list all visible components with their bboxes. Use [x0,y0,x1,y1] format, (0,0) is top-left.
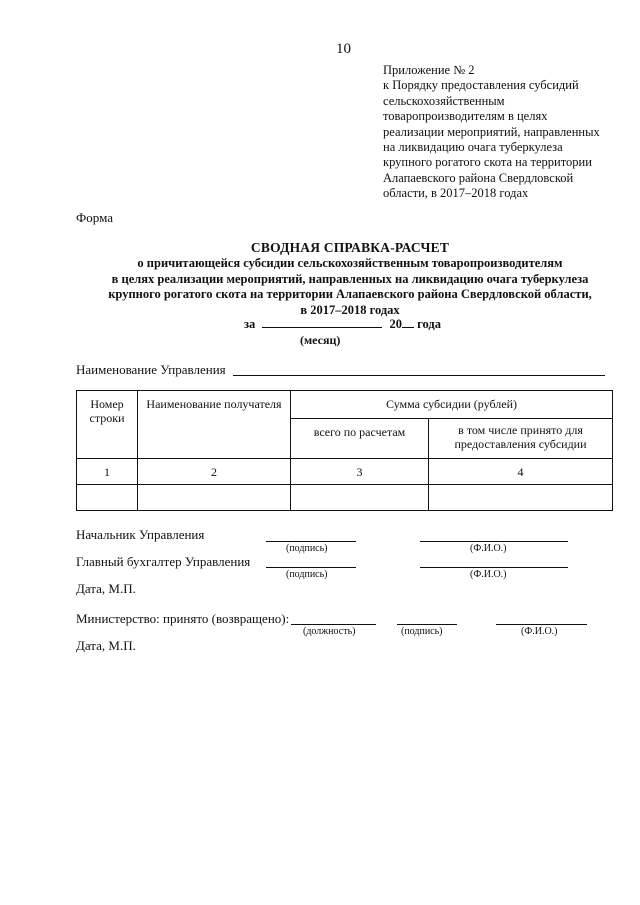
empty-cell[interactable] [138,485,291,511]
year-prefix: 20 [389,317,403,331]
accountant-label: Главный бухгалтер Управления [76,554,251,569]
ministry-position-field[interactable] [291,624,376,625]
head-fio-field[interactable] [420,541,568,542]
subsidy-table [76,390,613,511]
appendix-line: Приложение № 2 [383,63,475,77]
appendix-line: товаропроизводителям в целях [383,109,548,124]
signature-caption: (подпись) [286,569,328,580]
appendix-line: области, в 2017–2018 годах [383,186,529,201]
period-suffix: года [417,317,441,331]
administration-label: Наименование Управления [76,362,226,377]
position-caption: (должность) [303,626,356,637]
fio-caption: (Ф.И.О.) [470,569,507,580]
column-number-cell: 4 [429,459,613,485]
ministry-fio-field[interactable] [496,624,587,625]
document-title [60,240,640,318]
column-number-cell: 3 [291,459,429,485]
signature-caption: (подпись) [286,543,328,554]
date-stamp: Дата, М.П. [76,581,136,596]
appendix-line: сельскохозяйственным [383,93,505,108]
empty-cell[interactable] [429,485,613,511]
appendix-line: реализации мероприятий, направленных [383,124,600,139]
column-number-cell: 2 [138,459,291,485]
header-total-by-calc: всего по расчетам [291,419,429,459]
fio-caption: (Ф.И.О.) [470,543,507,554]
appendix-line: крупного рогатого скота на территории [383,155,592,170]
ministry-label: Министерство: принято (возвращено): [76,611,290,626]
title-line: в целях реализации мероприятий, направленных на ликвидацию очага туберкулеза [111,271,589,286]
title-line: в 2017–2018 годах [300,302,400,317]
period-line [244,316,441,332]
administration-name-field[interactable] [233,375,605,376]
appendix-header [383,63,633,202]
header-subsidy-sum: Сумма субсидии (рублей) [291,391,613,419]
title-line: крупного рогатого скота на территории Алапаевского района Свердловской области, [108,287,592,301]
header-row-number: Номер строки [77,391,138,459]
signature-caption: (подпись) [401,626,443,637]
form-label: Форма [76,210,113,225]
title-line: о причитающейся субсидии сельскохозяйственным товаропроизводителям [137,256,563,270]
fio-caption: (Ф.И.О.) [521,626,558,637]
title-main: СВОДНАЯ СПРАВКА-РАСЧЕТ [250,240,450,255]
accountant-fio-field[interactable] [420,567,568,568]
header-recipient-name: Наименование получателя [138,391,291,459]
header-accepted-for-subsidy: в том числе принято для предоставления субсидии [429,419,613,459]
year-blank[interactable] [402,316,414,328]
column-number-cell: 1 [77,459,138,485]
month-blank[interactable] [262,316,382,328]
appendix-line: к Порядку предоставления субсидий [383,78,579,93]
empty-cell[interactable] [77,485,138,511]
accountant-signature-field[interactable] [266,567,356,568]
head-signature-field[interactable] [266,541,356,542]
ministry-signature-field[interactable] [397,624,457,625]
empty-cell[interactable] [291,485,429,511]
page-number: 10 [336,41,351,57]
appendix-line: Алапаевского района Свердловской [383,170,574,185]
date-stamp: Дата, М.П. [76,638,136,653]
head-label: Начальник Управления [76,527,205,542]
period-prefix: за [244,317,256,331]
appendix-line: на ликвидацию очага туберкулеза [383,140,563,155]
month-caption: (месяц) [300,333,341,347]
